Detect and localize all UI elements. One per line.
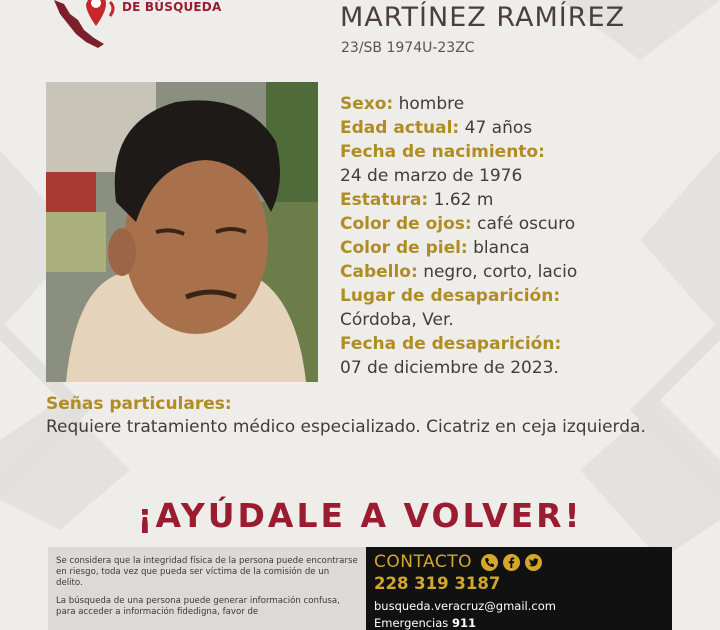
- fact-sex: Sexo: hombre: [340, 94, 465, 114]
- fact-date-label: Fecha de desaparición:: [340, 334, 562, 354]
- emergency-number[interactable]: 911: [451, 616, 476, 630]
- fact-skin-color: Color de piel: blanca: [340, 238, 530, 258]
- phone-icon[interactable]: [481, 554, 498, 571]
- contact-title: CONTACTO: [374, 552, 472, 572]
- person-details: [340, 92, 710, 380]
- contact-box: [366, 547, 672, 630]
- legal-note-p1: Se considera que la integridad física de la persona puede encontrarse en riesgo, toda vez que pueda ser víctima de la comisión de un delito.: [56, 556, 358, 588]
- headline: ¡AYÚDALE A VOLVER!: [137, 496, 583, 535]
- fact-hair: Cabello: negro, corto, lacio: [340, 262, 578, 282]
- contact-header: [374, 551, 672, 573]
- contact-emergency: Emergencias 911: [374, 616, 476, 630]
- fact-birthdate-value: 24 de marzo de 1976: [340, 166, 523, 186]
- facebook-icon[interactable]: [503, 554, 520, 571]
- legal-note: [48, 547, 366, 630]
- fact-birthdate-label: Fecha de nacimiento:: [340, 142, 545, 162]
- fact-place-label: Lugar de desaparición:: [340, 286, 561, 306]
- contact-icons: [481, 554, 547, 571]
- twitter-icon[interactable]: [525, 554, 542, 571]
- fact-height: Estatura: 1.62 m: [340, 190, 494, 210]
- distinguishing-marks-text: Requiere tratamiento médico especializado. Cicatriz en ceja izquierda.: [46, 417, 646, 437]
- fact-date-value: 07 de diciembre de 2023.: [340, 358, 559, 378]
- person-surname: MARTÍNEZ RAMÍREZ: [340, 2, 626, 33]
- contact-phone[interactable]: 228 319 3187: [374, 574, 501, 593]
- fact-age: Edad actual: 47 años: [340, 118, 533, 138]
- distinguishing-marks-title: Señas particulares:: [46, 394, 232, 414]
- fact-eye-color: Color de ojos: café oscuro: [340, 214, 576, 234]
- person-photo: [46, 82, 318, 382]
- legal-note-p2: La búsqueda de una persona puede generar información confusa, para acceder a información fidedigna, favor de: [56, 596, 340, 617]
- contact-email[interactable]: busqueda.veracruz@gmail.com: [374, 599, 556, 613]
- logo-text: DE BÚSQUEDA: [122, 0, 222, 14]
- logo-map-pin-icon: [48, 0, 128, 50]
- case-folio: 23/SB 1974U-23ZC: [341, 40, 475, 56]
- fact-place-value: Córdoba, Ver.: [340, 310, 454, 330]
